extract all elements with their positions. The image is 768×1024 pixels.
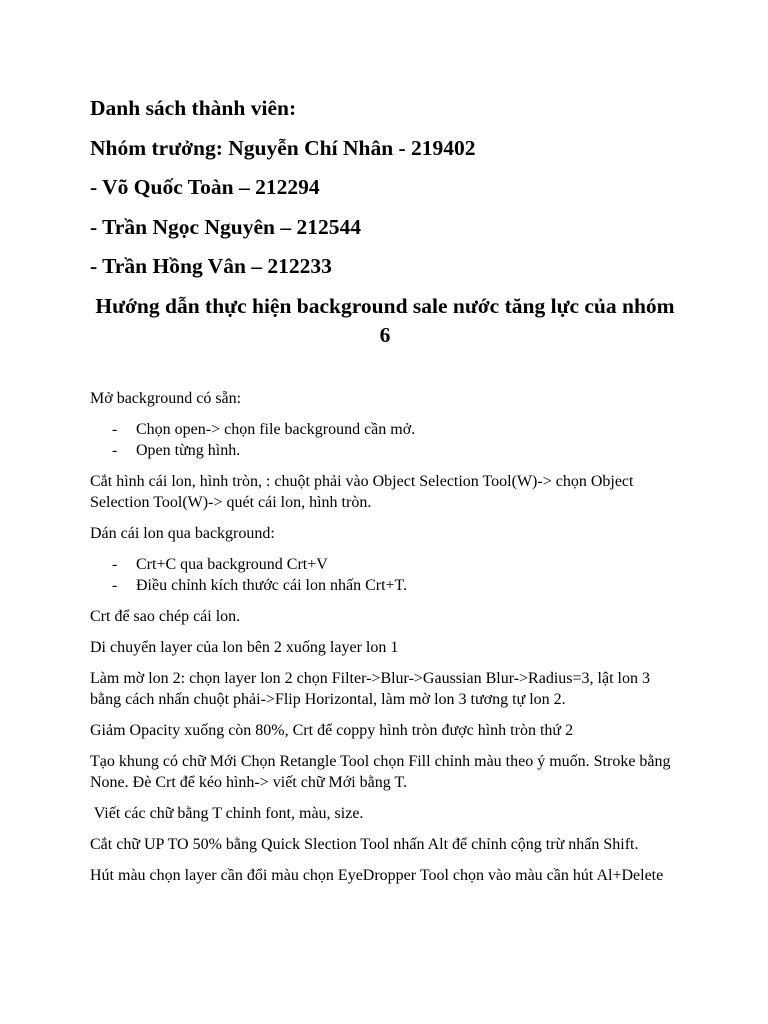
dash-bullet: - [112,420,118,438]
list-item-text: Chọn open-> chọn file background cần mở. [136,420,416,438]
step-open-heading: Mở background có sẵn: [90,389,242,407]
dash-bullet: - [112,441,118,459]
list-item-text: Open từng hình. [136,441,241,459]
step-frame: Tạo khung có chữ Mới Chọn Retangle Tool chọn Fill chỉnh màu theo ý muốn. Stroke bằng None. Đè Crt để kéo hình-> viết chữ Mới bằng T. [90,752,671,791]
member-item: - Trần Hồng Vân – 212233 [90,254,332,278]
list-item [90,575,680,596]
step-opacity: Giảm Opacity xuống còn 80%, Crt để coppy hình tròn được hình tròn thứ 2 [90,721,574,739]
step-cut-text: Cắt chữ UP TO 50% bằng Quick Slection Tool nhấn Alt để chỉnh cộng trừ nhấn Shift. [90,835,639,853]
step-copy: Crt để sao chép cái lon. [90,607,241,625]
document-title: Hướng dẫn thực hiện background sale nước tăng lực của nhóm 6 [95,293,675,347]
members-heading: Danh sách thành viên: [90,96,297,120]
list-item-text: Crt+C qua background Crt+V [136,555,328,573]
step-eyedropper: Hút màu chọn layer cần đổi màu chọn EyeDropper Tool chọn vào màu cần hút Al+Delete [90,866,664,884]
document-page [90,94,680,896]
list-item [90,554,680,575]
step-blur: Làm mờ lon 2: chọn layer lon 2 chọn Filter->Blur->Gaussian Blur->Radius=3, lật lon 3 bằng cách nhấn chuột phải->Flip Horizontal, làm mờ lon 3 tương tự lon 2. [90,669,650,708]
step-move-layer: Di chuyển layer của lon bên 2 xuống layer lon 1 [90,638,399,656]
step-cut: Cắt hình cái lon, hình tròn, : chuột phải vào Object Selection Tool(W)-> chọn Object Selection Tool(W)-> quét cái lon, hình tròn. [90,472,634,511]
step-text: Viết các chữ bằng T chỉnh font, màu, size. [90,804,364,822]
member-item: - Võ Quốc Toàn – 212294 [90,175,320,199]
dash-bullet: - [112,555,118,573]
paste-steps-list [90,554,680,596]
team-leader: Nhóm trưởng: Nguyễn Chí Nhân - 219402 [90,135,476,160]
list-item [90,419,680,440]
list-item-text: Điều chỉnh kích thước cái lon nhấn Crt+T. [136,576,408,594]
dash-bullet: - [112,576,118,594]
member-item: - Trần Ngọc Nguyên – 212544 [90,214,361,239]
list-item [90,440,680,461]
step-paste-heading: Dán cái lon qua background: [90,524,275,542]
open-steps-list [90,419,680,461]
